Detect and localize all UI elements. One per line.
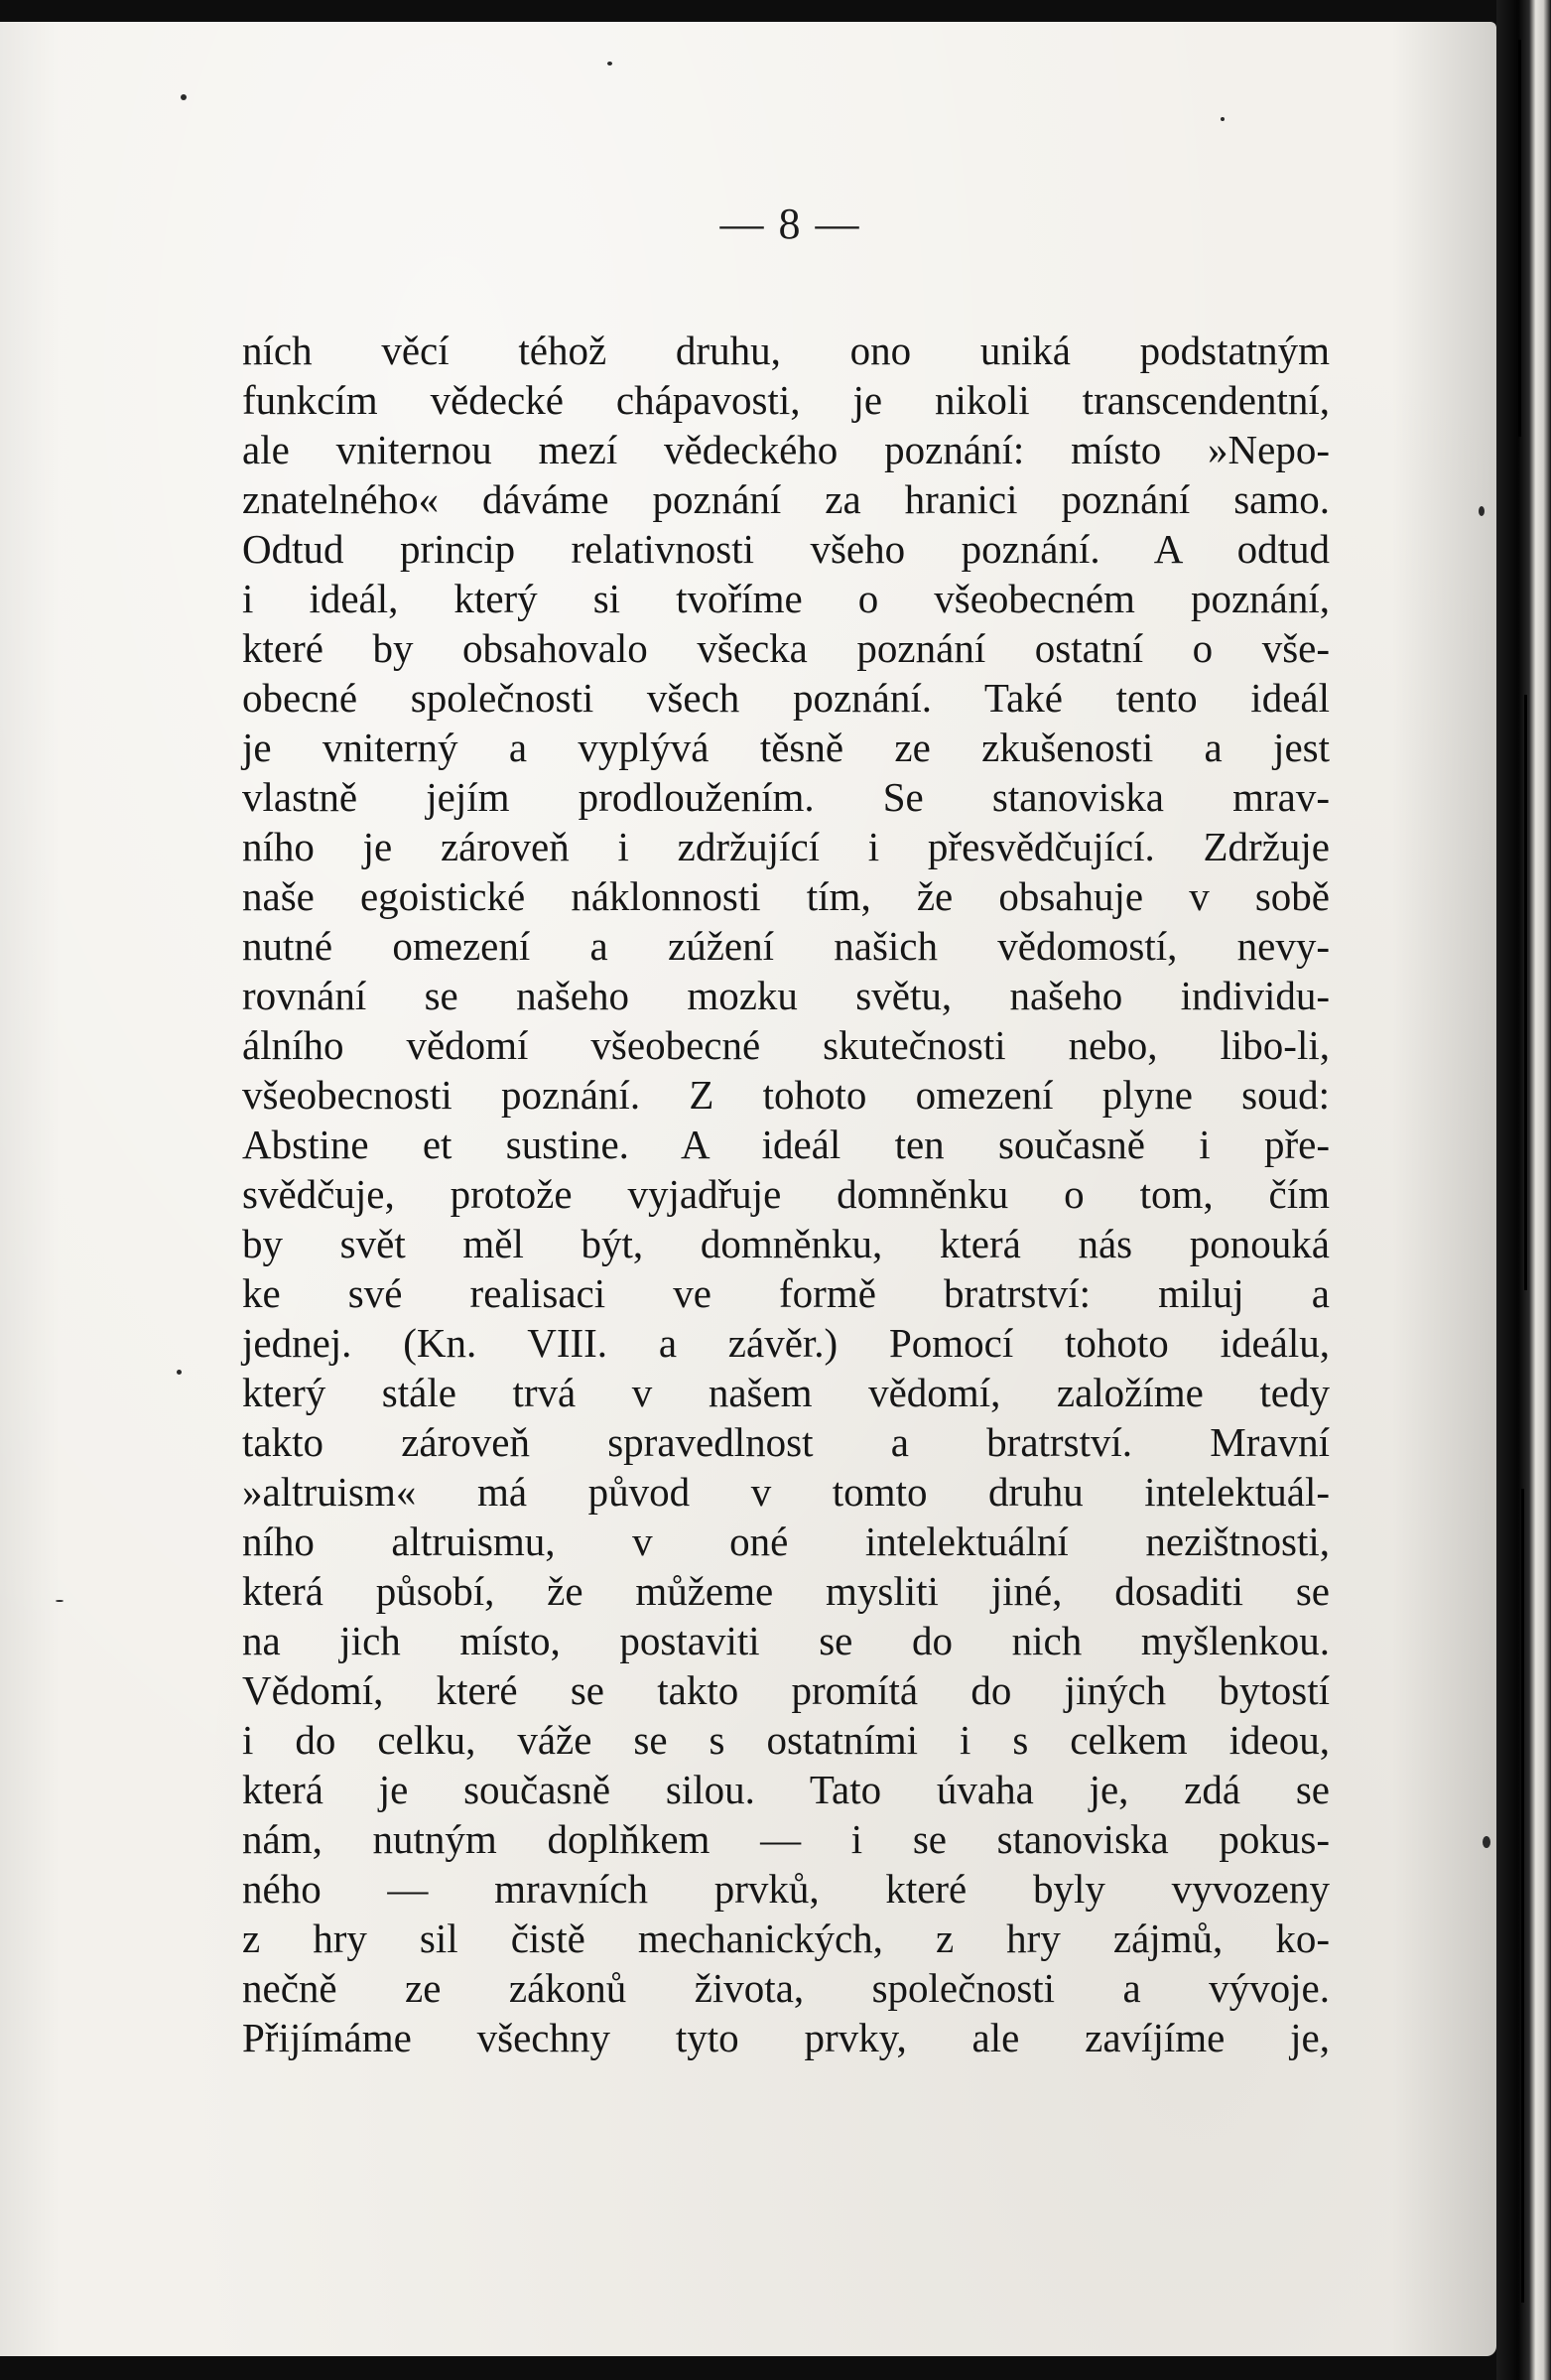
page-number: [0, 198, 1551, 249]
paper-speck: [1483, 1836, 1490, 1848]
text-line: ke své realisaci ve formě bratrství: miluj a: [242, 1270, 1330, 1316]
body-paragraph: [242, 326, 1330, 2062]
text-line: funkcím vědecké chápavosti, je nikoli transcendentní,: [242, 377, 1330, 423]
paper-speck: [177, 1370, 182, 1375]
text-line: ního je zároveň i zdržující i přesvědčující. Zdržuje: [242, 824, 1330, 869]
text-line: ného — mravních prvků, které byly vyvozeny: [242, 1866, 1330, 1912]
text-line: nám, nutným doplňkem — i se stanoviska pokus-: [242, 1816, 1330, 1862]
text-line: i do celku, váže se s ostatními i s celkem ideou,: [242, 1717, 1330, 1763]
text-line: ního altruismu, v oné intelektuální nezištnosti,: [242, 1519, 1330, 1564]
text-line: nečně ze zákonů života, společnosti a vývoje.: [242, 1965, 1330, 2011]
text-line: která je současně silou. Tato úvaha je, zdá se: [242, 1767, 1330, 1812]
paper-speck: [181, 94, 187, 100]
text-line: který stále trvá v našem vědomí, založíme tedy: [242, 1370, 1330, 1415]
paper-speck: [1221, 117, 1225, 121]
text-line: Přijímáme všechny tyto prvky, ale zavíjíme je,: [242, 2015, 1330, 2060]
binding-edge-mark: [1521, 1489, 1524, 2303]
text-line: Odtud princip relativnosti všeho poznání. A odtud: [242, 526, 1330, 572]
text-line: ale vniternou mezí vědeckého poznání: místo »Nepo-: [242, 427, 1330, 472]
text-line: znatelného« dáváme poznání za hranici poznání samo.: [242, 476, 1330, 522]
text-line: na jich místo, postaviti se do nich myšlenkou.: [242, 1618, 1330, 1663]
paper-speck: [607, 62, 612, 66]
text-line: Abstine et sustine. A ideál ten současně i pře-: [242, 1122, 1330, 1167]
text-line: »altruism« má původ v tomto druhu intelektuál-: [242, 1469, 1330, 1515]
text-line: svědčuje, protože vyjadřuje domněnku o tom, čím: [242, 1171, 1330, 1217]
text-line: takto zároveň spravedlnost a bratrství. Mravní: [242, 1419, 1330, 1465]
text-line: álního vědomí všeobecné skutečnosti nebo, libo-li,: [242, 1022, 1330, 1068]
text-line: obecné společnosti všech poznání. Také tento ideál: [242, 675, 1330, 721]
text-line: vlastně jejím prodloužením. Se stanoviska mrav-: [242, 774, 1330, 820]
page-number-label: — 8 —: [719, 199, 861, 248]
binding-edge-mark: [1524, 695, 1527, 1290]
text-line: která působí, že můžeme mysliti jiné, dosaditi se: [242, 1568, 1330, 1614]
text-line: i ideál, který si tvoříme o všeobecném poznání,: [242, 576, 1330, 621]
text-line: je vniterný a vyplývá těsně ze zkušenosti a jest: [242, 725, 1330, 770]
text-line: Vědomí, které se takto promítá do jiných bytostí: [242, 1667, 1330, 1713]
paper-speck: [56, 1600, 64, 1602]
text-line: rovnání se našeho mozku světu, našeho individu-: [242, 973, 1330, 1018]
text-line: nutné omezení a zúžení našich vědomostí, nevy-: [242, 923, 1330, 969]
text-line: které by obsahovalo všecka poznání ostatní o vše-: [242, 625, 1330, 671]
text-line: by svět měl být, domněnku, která nás ponouká: [242, 1221, 1330, 1266]
text-line: ních věcí téhož druhu, ono uniká podstatným: [242, 328, 1330, 373]
paper-speck: [1479, 506, 1485, 516]
text-line: všeobecnosti poznání. Z tohoto omezení plyne soud:: [242, 1072, 1330, 1118]
text-line: z hry sil čistě mechanických, z hry zájmů, ko-: [242, 1916, 1330, 1961]
text-line: naše egoistické náklonnosti tím, že obsahuje v sobě: [242, 873, 1330, 919]
text-line: jednej. (Kn. VIII. a závěr.) Pomocí tohoto ideálu,: [242, 1320, 1330, 1366]
